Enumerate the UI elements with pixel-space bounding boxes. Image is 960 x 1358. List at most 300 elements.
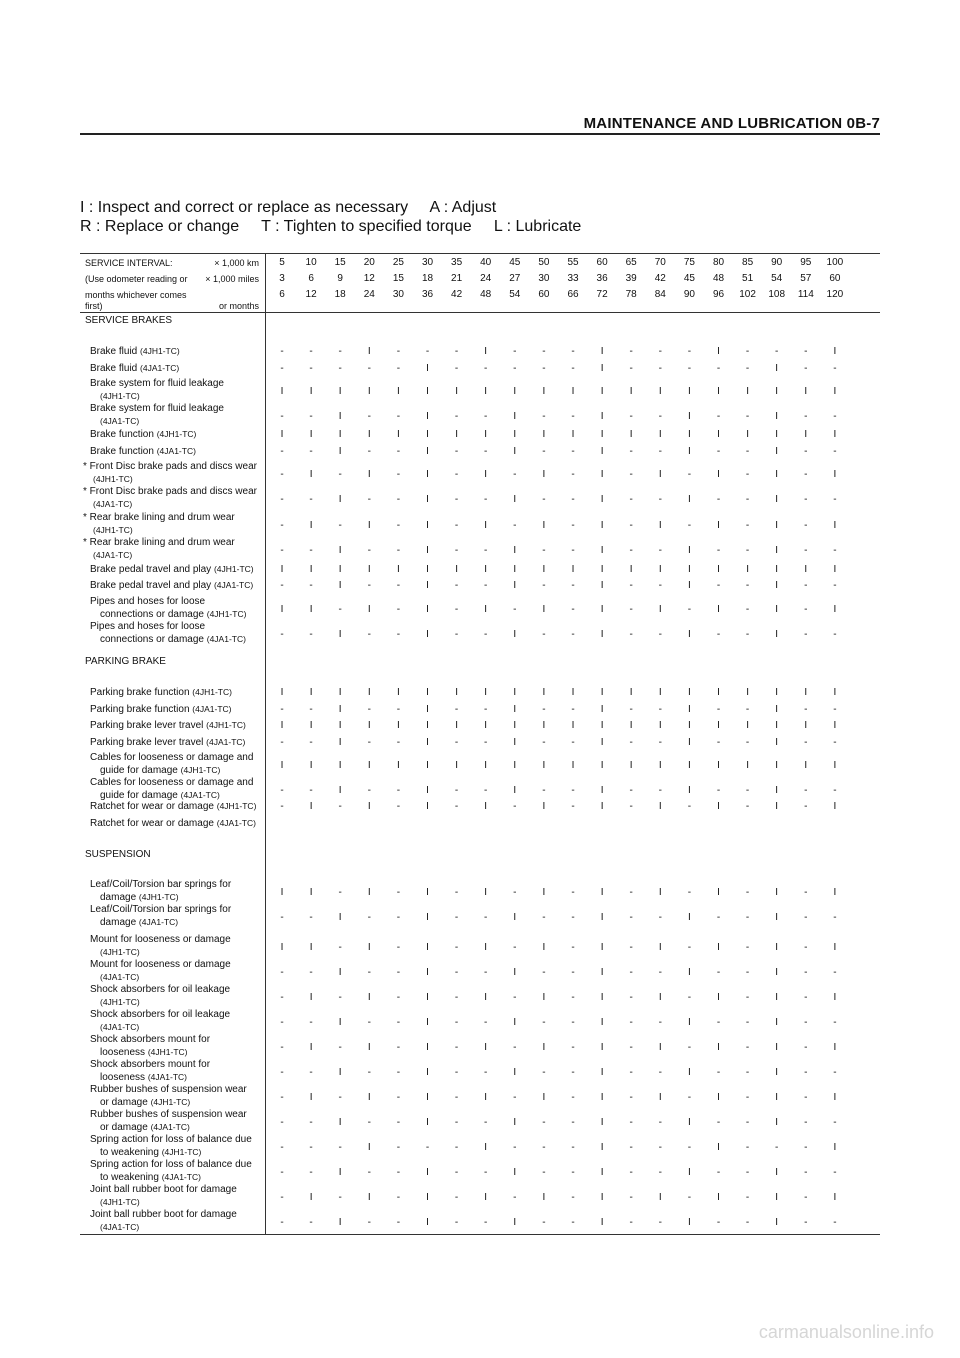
service-item-text-2: looseness [100,1047,146,1058]
inspect-mark: I [688,564,691,575]
inspect-mark: I [484,1042,488,1053]
inspect-mark: I [513,494,517,505]
service-item-text: Ratchet for wear or damage [90,818,214,829]
inspect-mark: I [426,429,429,440]
engine-code: (4JA1-TC) [216,818,256,828]
inspect-mark: I [717,720,720,731]
no-service-mark: - [396,1092,401,1103]
service-item-name [90,1009,275,1021]
inspect-mark: I [280,429,284,440]
interval-months-value: 42 [451,289,463,300]
no-service-mark: - [833,1117,837,1128]
no-service-mark: - [396,967,401,978]
engine-code: (4JH1-TC) [216,801,257,811]
service-item-label [90,777,275,802]
service-item-text: Rubber bushes of suspension wear [90,1084,247,1095]
no-service-mark: - [280,1042,284,1053]
inspect-mark: I [571,687,575,698]
no-service-mark: - [309,1167,313,1178]
no-service-mark: - [513,801,517,812]
no-service-mark: - [804,1142,808,1153]
inspect-mark: I [804,564,808,575]
service-item-schedule [265,991,880,1005]
inspect-mark: I [600,494,604,505]
inspect-mark: I [542,720,546,731]
no-service-mark: - [658,967,662,978]
inspect-mark: I [775,760,779,771]
inspect-mark: I [280,942,284,953]
inspect-mark: I [658,760,662,771]
inspect-mark: I [542,687,546,698]
service-item-label [83,486,268,511]
no-service-mark: - [658,580,662,591]
inspect-mark: I [600,720,604,731]
no-service-mark: - [280,1017,284,1028]
interval-miles-value: 54 [771,273,783,284]
no-service-mark: - [396,494,401,505]
no-service-mark: - [367,411,371,422]
no-service-mark: - [542,967,546,978]
no-service-mark: - [745,887,750,898]
inspect-mark: I [775,1167,779,1178]
no-service-mark: - [833,545,837,556]
interval-months-value: 102 [739,289,756,300]
inspect-mark: I [775,429,779,440]
service-item-schedule [265,1116,880,1130]
engine-code: (4JH1-TC) [100,997,140,1007]
inspect-mark: I [688,785,691,796]
inspect-mark: I [397,386,400,397]
no-service-mark: - [745,1117,750,1128]
interval-km-row [265,255,880,271]
inspect-mark: I [775,912,779,923]
inspect-mark: I [542,520,546,531]
service-item-name [90,1209,275,1221]
inspect-mark: I [338,564,342,575]
engine-code: (4JH1-TC) [156,429,197,439]
service-item-text: Leaf/Coil/Torsion bar springs for [90,879,232,890]
inspect-mark: I [688,912,691,923]
no-service-mark: - [309,411,313,422]
no-service-mark: - [571,545,575,556]
service-item-schedule [265,603,880,617]
no-service-mark: - [745,1017,750,1028]
inspect-mark: I [513,687,517,698]
service-item-text: * Rear brake lining and drum wear [83,512,235,523]
inspect-mark: I [775,411,779,422]
service-item-schedule [265,579,880,593]
inspect-mark: I [338,1017,342,1028]
inspect-mark: I [338,704,342,715]
inspect-mark: I [280,687,284,698]
no-service-mark: - [542,1117,546,1128]
inspect-mark: I [338,1117,342,1128]
inspect-mark: I [658,1042,662,1053]
no-service-mark: - [804,545,808,556]
service-item-label [90,817,275,830]
no-service-mark: - [367,1117,371,1128]
no-service-mark: - [571,785,575,796]
inspect-mark: I [397,760,400,771]
no-service-mark: - [804,469,808,480]
service-item-name [90,879,275,891]
inspect-mark: I [542,1192,546,1203]
inspect-mark: I [426,737,429,748]
no-service-mark: - [454,1117,459,1128]
no-service-mark: - [484,446,488,457]
service-item-text: Parking brake function [90,704,190,715]
inspect-mark: I [397,564,400,575]
inspect-mark: I [658,469,662,480]
service-item-label [90,1184,275,1209]
service-item-label [90,959,275,984]
no-service-mark: - [571,1192,575,1203]
no-service-mark: - [687,801,692,812]
no-service-mark: - [745,1192,750,1203]
inspect-mark: I [688,737,691,748]
inspect-mark: I [600,992,604,1003]
no-service-mark: - [716,1067,721,1078]
inspect-mark: I [367,1142,371,1153]
no-service-mark: - [309,629,313,640]
section-title: PARKING BRAKE [85,656,166,667]
inspect-mark: I [688,1217,691,1228]
inspect-mark: I [426,386,429,397]
inspect-mark: I [426,992,429,1003]
interval-months-row [265,287,880,303]
inspect-mark: I [571,720,575,731]
inspect-mark: I [833,720,837,731]
no-service-mark: - [367,967,371,978]
inspect-mark: I [338,494,342,505]
no-service-mark: - [687,942,692,953]
service-item-label [90,934,275,959]
inspect-mark: I [833,429,837,440]
service-item-continuation [90,971,275,984]
no-service-mark: - [542,494,546,505]
inspect-mark: I [484,801,488,812]
inspect-mark: I [658,1092,662,1103]
no-service-mark: - [745,992,750,1003]
service-item-label [90,1109,275,1134]
service-item-schedule [265,428,880,442]
engine-code: (4JH1-TC) [147,1047,188,1057]
no-service-mark: - [280,580,284,591]
inspect-mark: I [542,604,546,615]
service-item-text-2: looseness [100,1072,146,1083]
interval-miles-value: 12 [363,273,375,284]
no-service-mark: - [338,801,342,812]
service-item-label [90,1159,275,1184]
interval-miles-value: 21 [451,273,463,284]
inspect-mark: I [833,564,837,575]
no-service-mark: - [804,346,808,357]
inspect-mark: I [426,446,429,457]
no-service-mark: - [280,629,284,640]
no-service-mark: - [396,942,401,953]
inspect-mark: I [717,604,720,615]
no-service-mark: - [280,545,284,556]
inspect-mark: I [600,687,604,698]
no-service-mark: - [833,1167,837,1178]
no-service-mark: - [804,411,808,422]
interval-miles-value: 27 [509,273,521,284]
no-service-mark: - [571,737,575,748]
no-service-mark: - [513,1192,517,1203]
service-item-text: Joint ball rubber boot for damage [90,1209,237,1220]
interval-miles-value: 45 [683,273,695,284]
interval-miles-value: 57 [800,273,812,284]
service-item-text: Brake fluid [90,346,138,357]
interval-header-rule [80,312,880,313]
inspect-mark: I [717,760,720,771]
inspect-mark: I [746,720,749,731]
inspect-mark: I [600,629,604,640]
no-service-mark: - [804,912,808,923]
inspect-mark: I [571,564,575,575]
no-service-mark: - [571,1042,575,1053]
service-item-continuation [83,473,268,486]
no-service-mark: - [542,1067,546,1078]
no-service-mark: - [658,629,662,640]
inspect-mark: I [484,520,488,531]
inspect-mark: I [775,801,779,812]
inspect-mark: I [804,760,808,771]
inspect-mark: I [513,785,517,796]
no-service-mark: - [833,629,837,640]
inspect-mark: I [542,992,546,1003]
inspect-mark: I [367,520,371,531]
no-service-mark: - [484,545,488,556]
interval-miles-value: 24 [480,273,492,284]
service-item-label [90,1034,275,1059]
no-service-mark: - [484,1167,488,1178]
no-service-mark: - [309,1217,313,1228]
no-service-mark: - [716,545,721,556]
service-item-text-2: connections or damage [100,634,204,645]
no-service-mark: - [629,704,633,715]
service-item-name [90,596,275,608]
inspect-mark: I [833,992,837,1003]
inspect-mark: I [309,992,313,1003]
no-service-mark: - [745,801,750,812]
section-title: SUSPENSION [85,849,151,860]
no-service-mark: - [804,1042,808,1053]
no-service-mark: - [658,1167,662,1178]
no-service-mark: - [396,446,401,457]
inspect-mark: I [746,564,749,575]
interval-months-value: 96 [712,289,725,300]
no-service-mark: - [804,629,808,640]
service-item-continuation [90,1021,275,1034]
service-item-text-2: damage [100,892,137,903]
no-service-mark: - [513,520,517,531]
service-item-name [83,512,268,524]
inspect-mark: I [484,992,488,1003]
service-item-name [90,934,275,946]
no-service-mark: - [338,1042,342,1053]
inspect-mark: I [658,429,662,440]
inspect-mark: I [600,1142,604,1153]
inspect-mark: I [484,760,488,771]
service-item-name [90,959,275,971]
no-service-mark: - [629,545,633,556]
inspect-mark: I [833,1142,837,1153]
interval-miles-row [265,271,880,287]
inspect-mark: I [688,629,691,640]
no-service-mark: - [804,494,808,505]
inspect-mark: I [280,760,284,771]
no-service-mark: - [396,469,401,480]
no-service-mark: - [833,912,837,923]
no-service-mark: - [745,1067,750,1078]
no-service-mark: - [745,604,750,615]
service-item-schedule [265,563,880,577]
interval-unit-km: × 1,000 km [214,258,259,268]
service-item-continuation [90,1121,275,1134]
service-item-schedule [265,941,880,955]
interval-km-value: 70 [654,257,666,268]
no-service-mark: - [280,992,284,1003]
no-service-mark: - [338,363,342,374]
no-service-mark: - [280,912,284,923]
service-item-text: Shock absorbers mount for [90,1034,211,1045]
service-item-continuation [90,1171,275,1184]
service-item-name [83,461,268,473]
inspect-mark: I [600,1092,604,1103]
service-item-name [90,800,275,813]
inspect-mark: I [338,629,342,640]
no-service-mark: - [745,520,750,531]
inspect-mark: I [658,386,662,397]
inspect-mark: I [455,429,458,440]
inspect-mark: I [600,942,604,953]
no-service-mark: - [571,1017,575,1028]
interval-km-value: 20 [363,257,375,268]
no-service-mark: - [513,1142,517,1153]
service-item-text-2: guide for damage [100,790,178,801]
inspect-mark: I [833,1042,837,1053]
no-service-mark: - [396,912,401,923]
no-service-mark: - [833,411,837,422]
service-item-continuation [90,946,275,959]
service-item-text: Ratchet for wear or damage [90,801,214,812]
no-service-mark: - [804,992,808,1003]
no-service-mark: - [833,494,837,505]
inspect-mark: I [629,687,633,698]
no-service-mark: - [687,1142,692,1153]
no-service-mark: - [454,801,459,812]
service-item-text: Leaf/Coil/Torsion bar springs for [90,904,232,915]
inspect-mark: I [571,386,575,397]
inspect-mark: I [426,942,429,953]
interval-label-row-4 [85,301,265,311]
inspect-mark: I [775,564,779,575]
service-item-name [83,537,268,549]
service-item-schedule [265,544,880,558]
service-item-name [90,904,275,916]
no-service-mark: - [687,1092,692,1103]
interval-months-value: 54 [509,289,521,300]
inspect-mark: I [513,912,517,923]
inspect-mark: I [367,760,371,771]
no-service-mark: - [658,363,662,374]
no-service-mark: - [309,967,313,978]
no-service-mark: - [658,545,662,556]
service-item-text-2: to weakening [100,1172,159,1183]
no-service-mark: - [454,887,459,898]
engine-code: (4JH1-TC) [140,346,180,356]
inspect-mark: I [775,1017,779,1028]
inspect-mark: I [484,1092,488,1103]
no-service-mark: - [804,801,808,812]
no-service-mark: - [571,992,575,1003]
service-item-continuation [90,1096,275,1109]
inspect-mark: I [484,564,488,575]
inspect-mark: I [367,386,371,397]
no-service-mark: - [513,992,517,1003]
service-item-text: Pipes and hoses for loose [90,596,206,607]
interval-label-row-2 [85,274,265,284]
no-service-mark: - [454,1142,459,1153]
engine-code: (4JA1-TC) [93,550,133,560]
no-service-mark: - [309,363,313,374]
service-item-label [90,800,275,813]
no-service-mark: - [338,942,342,953]
service-item-name [90,1084,275,1096]
inspect-mark: I [542,760,546,771]
no-service-mark: - [687,604,692,615]
no-service-mark: - [804,1217,808,1228]
inspect-mark: I [600,1067,604,1078]
inspect-mark: I [280,604,284,615]
no-service-mark: - [571,629,575,640]
service-item-label [83,512,268,537]
interval-note-line-2: months whichever comes [85,290,187,300]
inspect-mark: I [513,967,517,978]
inspect-mark: I [629,760,633,771]
inspect-mark: I [717,386,720,397]
inspect-mark: I [338,429,342,440]
inspect-mark: I [717,992,720,1003]
no-service-mark: - [629,1167,633,1178]
no-service-mark: - [513,887,517,898]
no-service-mark: - [745,629,750,640]
no-service-mark: - [745,942,750,953]
inspect-mark: I [309,564,313,575]
no-service-mark: - [658,494,662,505]
no-service-mark: - [833,446,837,457]
service-item-text: Cables for looseness or damage and [90,777,254,788]
inspect-mark: I [397,720,400,731]
inspect-mark: I [775,992,779,1003]
inspect-mark: I [600,386,604,397]
no-service-mark: - [513,346,517,357]
service-item-name [90,719,275,732]
no-service-mark: - [309,912,313,923]
no-service-mark: - [745,469,750,480]
no-service-mark: - [484,1117,488,1128]
no-service-mark: - [454,942,459,953]
no-service-mark: - [309,704,313,715]
service-item-continuation [90,764,275,777]
no-service-mark: - [833,967,837,978]
inspect-mark: I [426,760,429,771]
inspect-mark: I [367,346,371,357]
inspect-mark: I [309,520,313,531]
inspect-mark: I [513,411,517,422]
service-item-text: Mount for looseness or damage [90,934,231,945]
